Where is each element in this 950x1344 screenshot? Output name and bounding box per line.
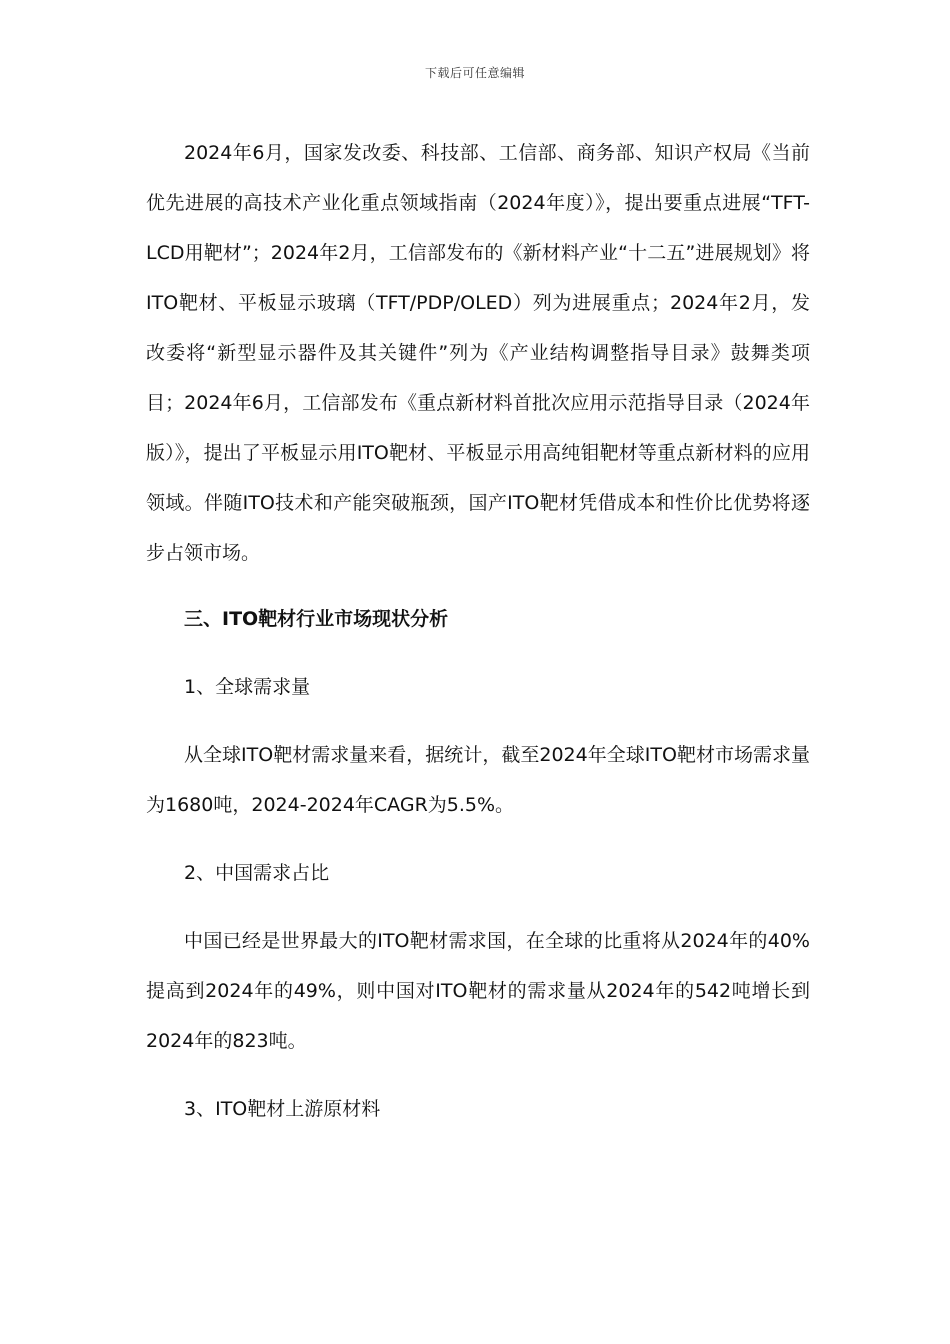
subsection-raw-materials-title: 3、ITO靶材上游原材料	[184, 1098, 381, 1120]
section-heading: 三、ITO靶材行业市场现状分析	[184, 608, 449, 630]
document-body	[146, 128, 810, 1134]
subsection-china-share-title: 2、中国需求占比	[184, 862, 330, 884]
global-demand-paragraph: 从全球ITO靶材需求量来看，据统计，截至2024年全球ITO靶材市场需求量为1680吨，2024-2024年CAGR为5.5%。	[146, 744, 810, 816]
policy-paragraph: 2024年6月，国家发改委、科技部、工信部、商务部、知识产权局《当前优先进展的高技术产业化重点领域指南（2024年度）》，提出要重点进展“TFT-LCD用靶材”；2024年2月，工信部发布的《新材料产业“十二五”进展规划》将ITO靶材、平板显示玻璃（TFT/PDP/OLED）列为进展重点；2024年2月，发改委将“新型显示器件及其关键件”列为《产业结构调整指导目录》鼓舞类项目；2024年6月，工信部发布《重点新材料首批次应用示范指导目录（2024年版）》，提出了平板显示用ITO靶材、平板显示用高纯钼靶材等重点新材料的应用领域。伴随ITO技术和产能突破瓶颈，国产ITO靶材凭借成本和性价比优势将逐步占领市场。	[146, 142, 810, 564]
china-share-paragraph: 中国已经是世界最大的ITO靶材需求国，在全球的比重将从2024年的40%提高到2024年的49%，则中国对ITO靶材的需求量从2024年的542吨增长到2024年的823吨。	[146, 930, 810, 1052]
header-note: 下载后可任意编辑	[424, 66, 525, 80]
subsection-global-demand-title: 1、全球需求量	[184, 676, 311, 698]
